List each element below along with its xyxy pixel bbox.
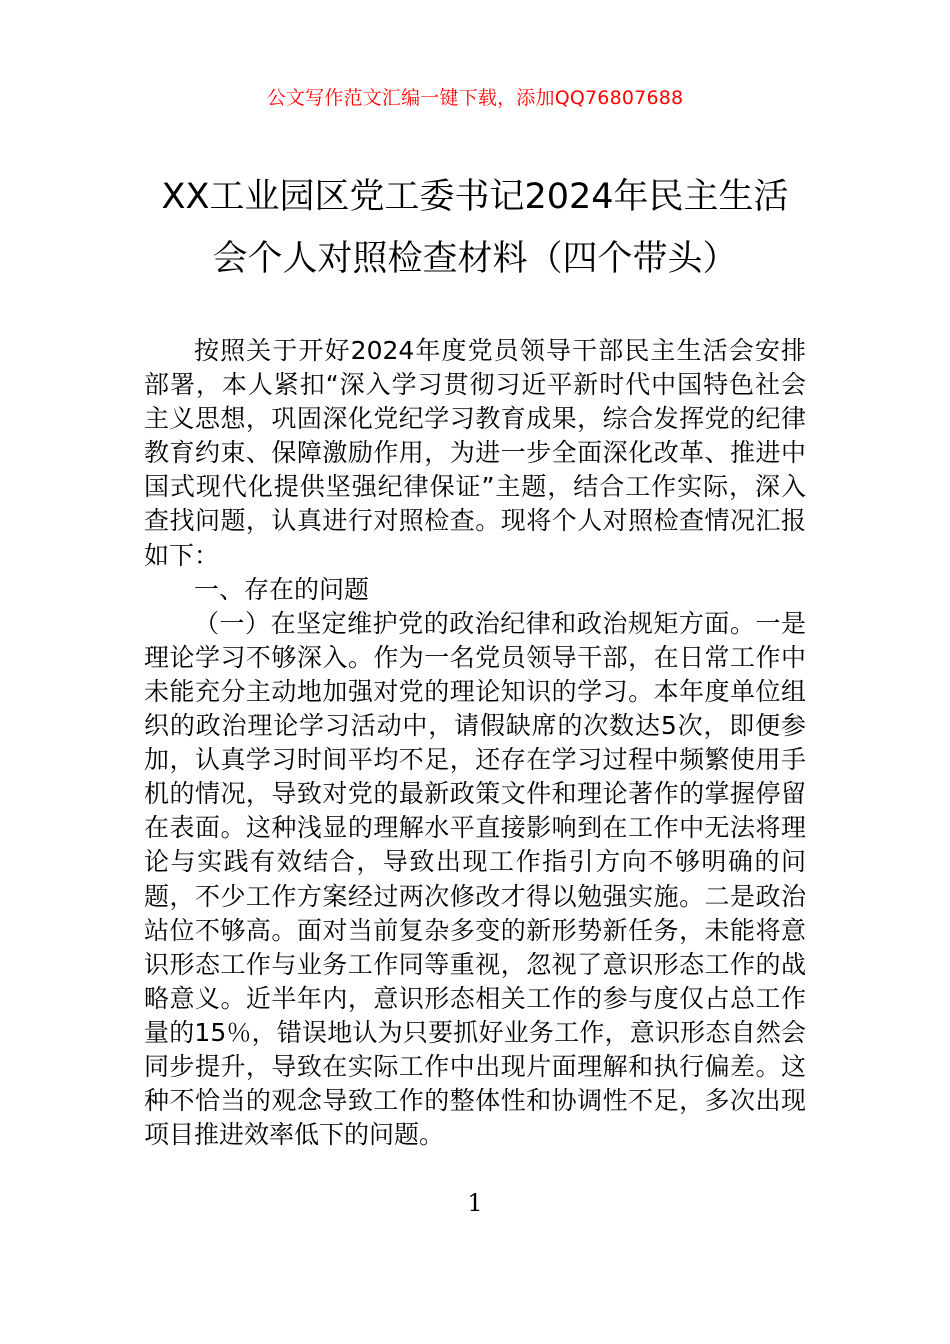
document-title-line-1: XX工业园区党工委书记2024年民主生活 xyxy=(161,177,789,217)
subsection-paragraph-political-discipline: （一）在坚定维护党的政治纪律和政治规矩方面。一是理论学习不够深入。作为一名党员领导干部，在日常工作中未能充分主动地加强对党的理论知识的学习。本年度单位组织的政治理论学习活动中，请假缺席的次数达5次，即便参加，认真学习时间平均不足，还存在学习过程中频繁使用手机的情况，导致对党的最新政策文件和理论著作的掌握停留在表面。这种浅显的理解水平直接影响到在工作中无法将理论与实践有效结合，导致出现工作指引方向不够明确的问题，不少工作方案经过两次修改才得以勉强实施。二是政治站位不够高。面对当前复杂多变的新形势新任务，未能将意识形态工作与业务工作同等重视，忽视了意识形态工作的战略意义。近半年内，意识形态相关工作的参与度仅占总工作量的15％，错误地认为只要抓好业务工作，意识形态自然会同步提升，导致在实际工作中出现片面理解和执行偏差。这种不恰当的观念导致工作的整体性和协调性不足，多次出现项目推进效率低下的问题。 xyxy=(144,608,806,1150)
section-heading-existing-problems: 一、存在的问题 xyxy=(194,574,370,604)
document-body xyxy=(144,334,806,1152)
page-number: 1 xyxy=(467,1189,483,1217)
document-title-line-2: 会个人对照检查材料（四个带头） xyxy=(212,239,738,279)
document-title xyxy=(130,166,820,290)
watermark-header-text: 公文写作范文汇编一键下载，添加QQ76807688 xyxy=(266,87,684,109)
intro-paragraph: 按照关于开好2024年度党员领导干部民主生活会安排部署，本人紧扣“深入学习贯彻习近平新时代中国特色社会主义思想，巩固深化党纪学习教育成果，综合发挥党的纪律教育约束、保障激励作用，为进一步全面深化改革、推进中国式现代化提供坚强纪律保证”主题，结合工作实际，深入查找问题，认真进行对照检查。现将个人对照检查情况汇报如下： xyxy=(144,336,806,570)
